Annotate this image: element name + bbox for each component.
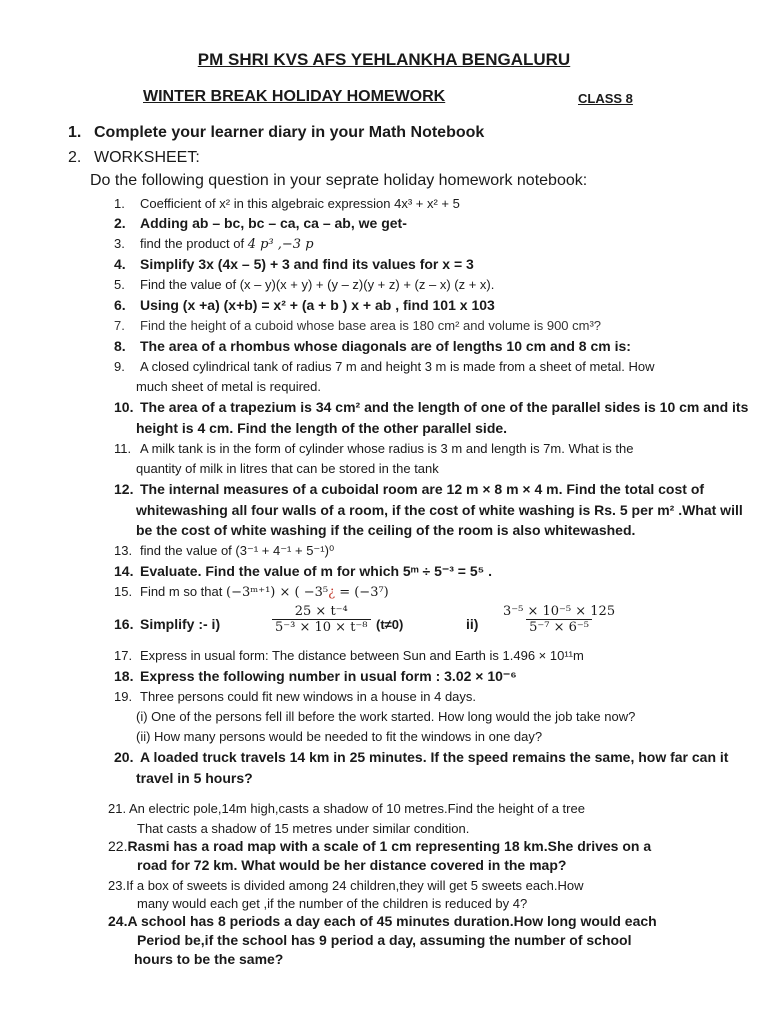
q-text: Rasmi has a road map with a scale of 1 cm representing 18 km.She drives on a xyxy=(127,838,652,854)
q-number: 14. xyxy=(114,563,134,579)
question-16 xyxy=(114,616,220,632)
q-number: 11. xyxy=(114,441,132,456)
question-19-part-i: (i) One of the persons fell ill before the work started. How long would the job take now? xyxy=(136,709,636,724)
q-number: 5. xyxy=(114,277,125,292)
question-2 xyxy=(114,215,407,231)
q-number: 13. xyxy=(114,543,133,558)
question-21-cont: That casts a shadow of 15 metres under similar condition. xyxy=(137,821,470,836)
q-text: A closed cylindrical tank of radius 7 m and height 3 m is made from a sheet of metal. How xyxy=(140,359,655,374)
fraction-denominator: 5⁻⁷ × 6⁻⁵ xyxy=(526,619,592,635)
question-23: 23.If a box of sweets is divided among 24 children,they will get 5 sweets each.How xyxy=(108,878,584,893)
question-13 xyxy=(114,543,334,559)
q-text: Find the height of a cuboid whose base area is 180 cm² and volume is 900 cm³? xyxy=(140,318,602,333)
class-label: CLASS 8 xyxy=(578,91,633,106)
question-4 xyxy=(114,256,474,272)
q-text: Using (x +a) (x+b) = x² + (a + b ) x + ab , find 101 x 103 xyxy=(140,297,495,313)
intro-item-1-number: 1. xyxy=(68,124,82,141)
q-number: 16. xyxy=(114,616,134,632)
fraction xyxy=(500,604,618,635)
fraction-numerator: 3⁻⁵ × 10⁻⁵ × 125 xyxy=(503,604,616,619)
fraction-numerator: 25 × t⁻⁴ xyxy=(294,604,348,619)
question-11-cont: quantity of milk in litres that can be stored in the tank xyxy=(136,461,439,476)
question-12-cont-2: be the cost of white washing if the ceiling of the room is also whitewashed. xyxy=(136,522,636,538)
q-number: 7. xyxy=(114,318,125,333)
q-number: 15. xyxy=(114,584,133,599)
question-12 xyxy=(114,481,704,497)
q16-fraction-i xyxy=(272,604,371,635)
instruction: Do the following question in your seprate holiday homework notebook: xyxy=(90,172,588,189)
question-6 xyxy=(114,297,495,313)
q15-expression-right: = (−3⁷) xyxy=(335,585,389,600)
q16-condition: (t≠0) xyxy=(376,617,404,632)
homework-title-text: WINTER BREAK HOLIDAY HOMEWORK xyxy=(143,88,446,105)
question-5 xyxy=(114,277,494,292)
q-text: A loaded truck travels 14 km in 25 minutes. If the speed remains the same, how far can it xyxy=(140,749,729,765)
question-10-cont: height is 4 cm. Find the length of the other parallel side. xyxy=(136,420,508,436)
q-number: 18. xyxy=(114,668,134,684)
q-text: The internal measures of a cuboidal room are 12 m × 8 m × 4 m. Find the total cost of xyxy=(140,481,705,497)
q-number: 19. xyxy=(114,689,133,704)
question-23-cont: many would each get ,if the number of the children is reduced by 4? xyxy=(137,896,528,911)
intro-item-2-number: 2. xyxy=(68,149,82,166)
question-21: 21. An electric pole,14m high,casts a shadow of 10 metres.Find the height of a tree xyxy=(108,801,585,816)
question-24-cont-2: hours to be the same? xyxy=(134,951,284,967)
question-11 xyxy=(114,441,634,456)
q-text: find the product of xyxy=(140,236,245,251)
q-text: The area of a trapezium is 34 cm² and the length of one of the parallel sides is 10 cm and its xyxy=(140,399,749,415)
question-19 xyxy=(114,689,476,704)
q-number: 3. xyxy=(114,236,125,251)
question-9-cont: much sheet of metal is required. xyxy=(136,379,321,394)
q-text: Find the value of (x – y)(x + y) + (y – z)(y + z) + (z – x) (z + x). xyxy=(140,277,495,292)
question-18 xyxy=(114,668,517,685)
q-text: Simplify 3x (4x – 5) + 3 and find its values for x = 3 xyxy=(140,256,474,272)
q-number: 1. xyxy=(114,196,125,211)
intro-item-1-text: Complete your learner diary in your Math Notebook xyxy=(94,124,485,141)
question-19-part-ii: (ii) How many persons would be needed to fit the windows in one day? xyxy=(136,729,543,744)
q-text: Express the following number in usual form : 3.02 × 10⁻⁶ xyxy=(140,668,517,684)
intro-item-2 xyxy=(68,149,200,167)
q15-expression xyxy=(226,585,389,600)
q-number: 10. xyxy=(114,399,134,415)
question-10 xyxy=(114,399,748,415)
q-text: find the value of (3⁻¹ + 4⁻¹ + 5⁻¹)⁰ xyxy=(140,543,335,558)
intro-item-1 xyxy=(68,124,484,142)
q-text: Evaluate. Find the value of m for which 5ᵐ ÷ 5⁻³ = 5⁵ . xyxy=(140,563,493,579)
q-number: 6. xyxy=(114,297,126,313)
question-20 xyxy=(114,749,728,765)
q-text: The area of a rhombus whose diagonals are of lengths 10 cm and 8 cm is: xyxy=(140,338,631,354)
q-text: Coefficient of x² in this algebraic expression 4x³ + x² + 5 xyxy=(140,196,460,211)
q-number: 4. xyxy=(114,256,126,272)
question-20-cont: travel in 5 hours? xyxy=(136,770,253,786)
intro-item-2-text: WORKSHEET: xyxy=(94,149,200,166)
q-text: A milk tank is in the form of cylinder whose radius is 3 m and length is 7m. What is the xyxy=(140,441,634,456)
question-9 xyxy=(114,359,654,374)
q-number: 17. xyxy=(114,648,133,663)
q-text: Adding ab – bc, bc – ca, ca – ab, we get- xyxy=(140,215,407,231)
question-3 xyxy=(114,236,314,252)
question-22 xyxy=(108,838,651,854)
q16-ii-label: ii) xyxy=(466,616,479,632)
q-number: 20. xyxy=(114,749,134,765)
q16-fraction-ii xyxy=(500,604,618,635)
question-7 xyxy=(114,318,601,333)
q22-number: 22. xyxy=(108,838,128,854)
fraction xyxy=(272,604,371,635)
fraction-denominator: 5⁻³ × 10 × t⁻⁸ xyxy=(272,619,371,635)
q3-expression: 4 p³ ,−3 p xyxy=(247,237,314,252)
q-number: 2. xyxy=(114,215,126,231)
homework-title xyxy=(143,88,445,106)
question-15 xyxy=(114,584,389,600)
q-text: Express in usual form: The distance between Sun and Earth is 1.496 × 10¹¹m xyxy=(140,648,584,663)
question-14 xyxy=(114,563,492,580)
question-24-cont-1: Period be,if the school has 9 period a day, assuming the number of school xyxy=(137,932,632,948)
question-22-cont: road for 72 km. What would be her distance covered in the map? xyxy=(137,857,567,873)
q-number: 8. xyxy=(114,338,126,354)
school-name: PM SHRI KVS AFS YEHLANKHA BENGALURU xyxy=(197,50,571,69)
question-1 xyxy=(114,196,460,211)
q16-label: Simplify :- i) xyxy=(140,616,221,632)
question-17 xyxy=(114,648,584,663)
question-24: 24.A school has 8 periods a day each of 45 minutes duration.How long would each xyxy=(108,913,657,929)
q-number: 12. xyxy=(114,481,134,497)
q15-glyph: ¿ xyxy=(328,585,336,600)
q-text: Find m so that xyxy=(140,584,223,599)
q-number: 9. xyxy=(114,359,125,374)
q-text: Three persons could fit new windows in a house in 4 days. xyxy=(140,689,477,704)
question-8 xyxy=(114,338,631,354)
q15-expression-left: (−3ᵐ⁺¹) × ( −3⁵ xyxy=(226,585,329,600)
question-12-cont-1: whitewashing all four walls of a room, if the cost of white washing is Rs. 5 per m² .What will xyxy=(136,502,743,518)
